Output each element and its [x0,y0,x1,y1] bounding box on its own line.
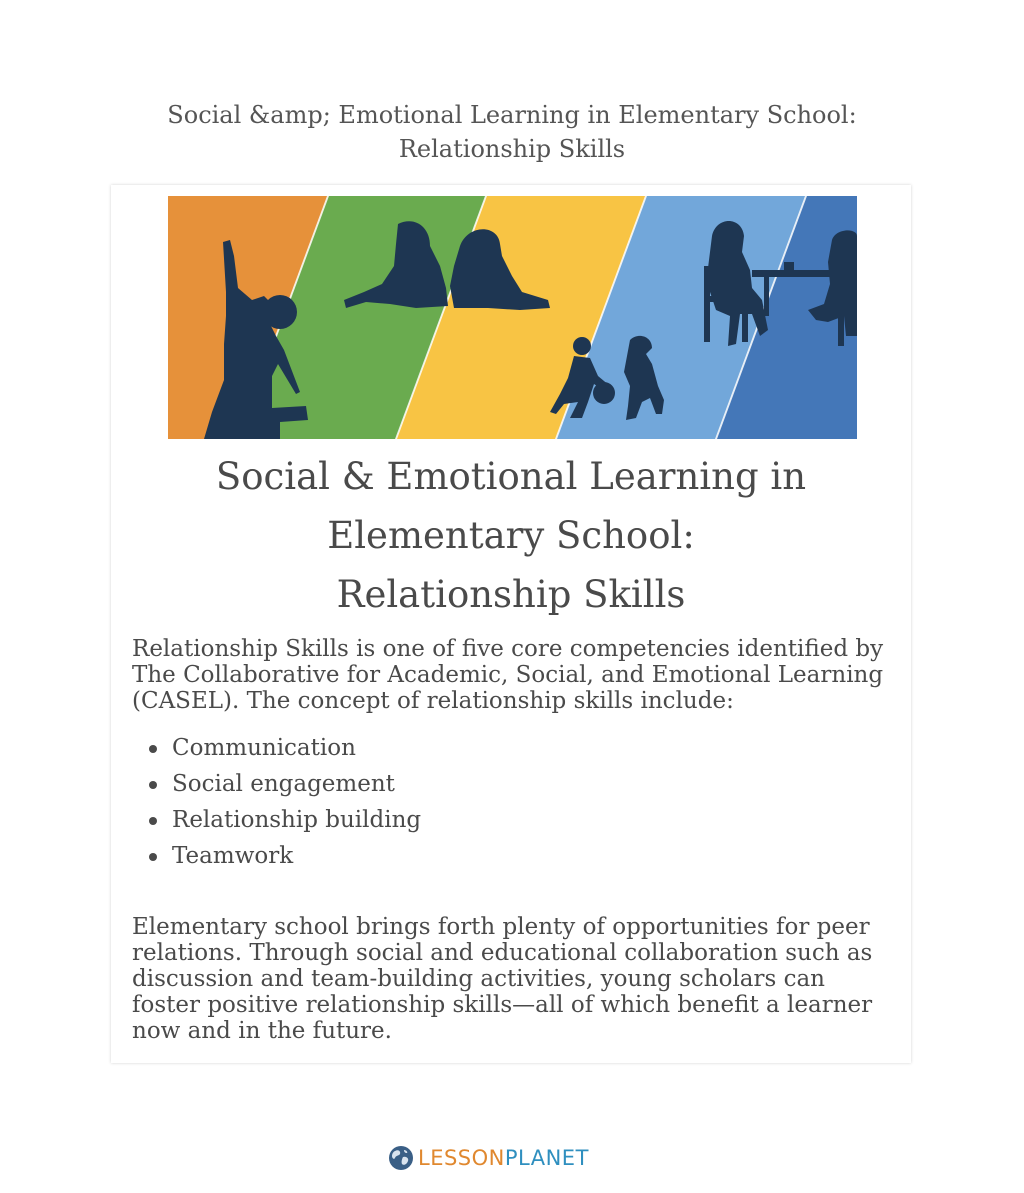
list-item: Relationship building [172,802,421,838]
globe-icon [388,1145,414,1171]
outro-paragraph: Elementary school brings forth plenty of opportunities for peer relations. Through social and educational collaboration such as discussion and team-building activities, young scholars can foster positive relationship skills—all of which benefit a learner now and in the future. [132,914,873,1044]
intro-paragraph: Relationship Skills is one of five core competencies identified by The Collaborative for Academic, Social, and Emotional Learning (CASEL). The concept of relationship skills include: [132,636,884,714]
skills-list [172,730,421,874]
heading-line-1: Social & Emotional Learning in [215,455,807,498]
list-item: Communication [172,730,421,766]
content-card [111,185,911,1063]
card-heading [111,447,911,624]
logo-word-planet: PLANET [504,1146,589,1170]
heading-line-3: Relationship Skills [336,573,686,616]
lessonplanet-logo[interactable] [388,1144,589,1172]
page-title: Social &amp; Emotional Learning in Elementary School: Relationship Skills [167,101,857,163]
list-item: Social engagement [172,766,421,802]
list-item: Teamwork [172,838,421,874]
logo-word-lesson: LESSON [418,1146,505,1170]
banner-image [168,196,857,439]
heading-line-2: Elementary School: [327,514,695,557]
